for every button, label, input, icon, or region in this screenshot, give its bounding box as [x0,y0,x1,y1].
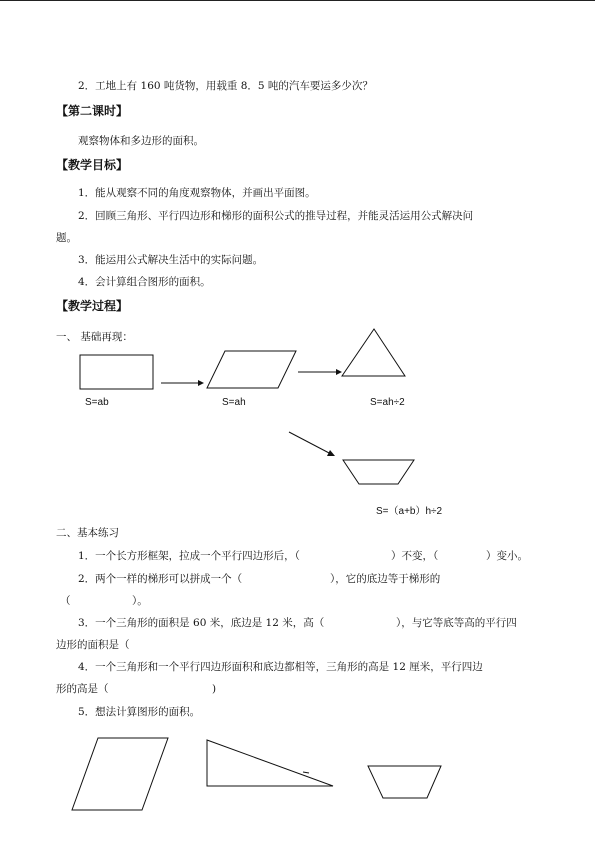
exercise-1-text: ）不变，（ [391,550,439,562]
arrow-head [198,380,204,386]
lesson2-topic: 观察物体和多边形的面积。 [78,135,204,147]
exercise-3-text: 边形的面积是（ [56,639,130,651]
arrow-head [336,369,342,375]
exercise-triangle-shape [207,740,333,786]
exercise-3-text: ），与它等底等高的平行四 [396,617,517,629]
goal-item: 4．会计算组合图形的面积。 [78,276,211,288]
exercise-4-text: 4．一个三角形和一个平行四边形面积和底边都相等，三角形的高是 12 厘米，平行四边 [78,661,483,673]
exercise-3-text: 3．一个三角形的面积是 60 米，底边是 12 米，高（ [78,617,325,629]
goal-item-continuation: 题。 [56,232,77,244]
part1-title: 一、 基础再现： [56,331,133,343]
rectangle-shape [80,355,153,389]
formula-parallelogram: S=ah [222,397,246,408]
exercise-2-text: ），它的底边等于梯形的 [330,573,441,585]
triangle-height-mark [303,772,309,773]
goal-item: 1．能从观察不同的角度观察物体，并画出平面图。 [78,187,316,199]
problem-2: 2．工地上有 160 吨货物，用载重 8．5 吨的汽车要运多少次？ [78,80,373,92]
section-heading-process: 【教学过程】 [56,299,129,313]
trapezoid-shape [343,460,414,484]
goal-item: 2．回顾三角形、平行四边形和梯形的面积公式的推导过程，并能灵活运用公式解决问 [78,210,474,222]
exercise-5-text: 5．想法计算图形的面积。 [78,706,201,718]
triangle-shape [342,329,405,376]
section-heading-goals: 【教学目标】 [56,158,129,172]
formula-rectangle: S=ab [85,397,109,408]
formula-triangle: S=ah÷2 [370,397,405,408]
exercise-2-text: ）。 [132,595,148,607]
arrow-line [289,432,331,454]
exercise-parallelogram-shape [72,738,168,810]
goal-item: 3．能运用公式解决生活中的实际问题。 [78,254,264,266]
exercise-4-text: ) [212,683,217,695]
parallelogram-shape [207,351,296,388]
part2-title: 二、基本练习 [56,527,119,539]
exercise-4-text: 形的高是（ [56,683,109,695]
section-heading-lesson2: 【第二课时】 [56,104,129,118]
exercise-1-text: ）变小。 [486,550,528,562]
exercise-2-text: 2．两个一样的梯形可以拼成一个（ [78,573,243,585]
exercise-2-text: （ [60,595,71,607]
formula-trapezoid: S=（a+b）h÷2 [376,506,443,517]
exercise-trapezoid-shape [368,766,441,798]
exercise-1-text: 1．一个长方形框架，拉成一个平行四边形后，（ [78,550,300,562]
